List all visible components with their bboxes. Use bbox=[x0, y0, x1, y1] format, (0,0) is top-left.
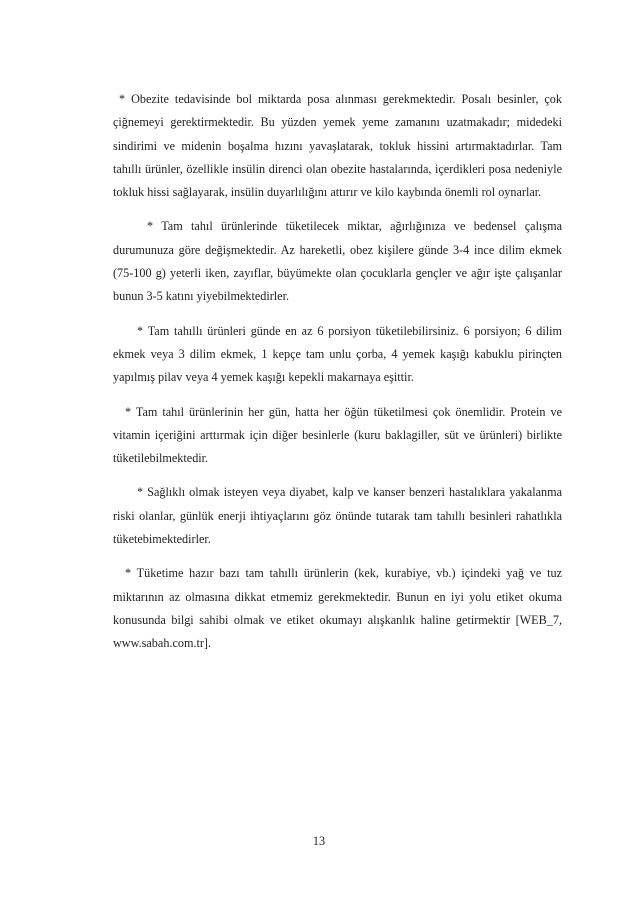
paragraph-whole-grain-amount: * Tam tahıl ürünlerinde tüketilecek miktar, ağırlığınıza ve bedensel çalışma durumunuza göre değişmektedir. Az hareketli, obez kişilere günde 3-4 ince dilim ekmek (75-100 g) yeterli iken, zayıflar, büyümekte olan çocuklarla gençler ve ağır işte çalışanlar bunun 3-5 katını yiyebilmektedirler. bbox=[113, 219, 562, 304]
paragraph-every-meal: * Tam tahıl ürünlerinin her gün, hatta her öğün tüketilmesi çok önemlidir. Protein ve vitamin içeriğini arttırmak için diğer besinlerle (kuru baklagiller, süt ve ürünleri) birlikte tüketilebilmektedir. bbox=[113, 404, 562, 466]
paragraph-label-reading: * Tüketime hazır bazı tam tahıllı ürünlerin (kek, kurabiye, vb.) içindeki yağ ve tuz miktarının az olmasına dikkat etmemiz gerekmektedir. Bunun en iyi yolu etiket okuma konusunda bilgi sahibi olmak ve etiket okumayı alışkanlık haline getirmektir [WEB_7, www.sabah.com.tr]. bbox=[113, 566, 562, 651]
body-text bbox=[113, 88, 562, 667]
page-number: 13 bbox=[312, 834, 326, 848]
paragraph-portions: * Tam tahıllı ürünleri günde en az 6 porsiyon tüketilebilirsiniz. 6 porsiyon; 6 dilim ekmek veya 3 dilim ekmek, 1 kepçe tam unlu çorba, 4 yemek kaşığı kabuklu pirinçten yapılmış pilav veya 4 yemek kaşığı kepekli makarnaya eşittir. bbox=[113, 323, 562, 385]
paragraph-healthy-living: * Sağlıklı olmak isteyen veya diyabet, kalp ve kanser benzeri hastalıklara yakalanma riski olanlar, günlük enerji ihtiyaçlarını göz önünde tutarak tam tahıllı besinleri rahatlıkla tüketebimektedirler. bbox=[113, 485, 562, 547]
paragraph-fiber-obesity: * Obezite tedavisinde bol miktarda posa alınması gerekmektedir. Posalı besinler, çok çiğnemeyi gerektirmektedir. Bu yüzden yemek yeme zamanını uzatmakadır; midedeki sindirimi ve midenin boşalma hızını yavaşlatarak, tokluk hissini artırmaktadırlar. Tam tahıllı ürünler, özellikle insülin direnci olan obezite hastalarında, içerdikleri posa nedeniyle tokluk hissi sağlayarak, insülin duyarlılığını attırır ve kilo kaybında önemli rol oynarlar. bbox=[113, 92, 562, 200]
